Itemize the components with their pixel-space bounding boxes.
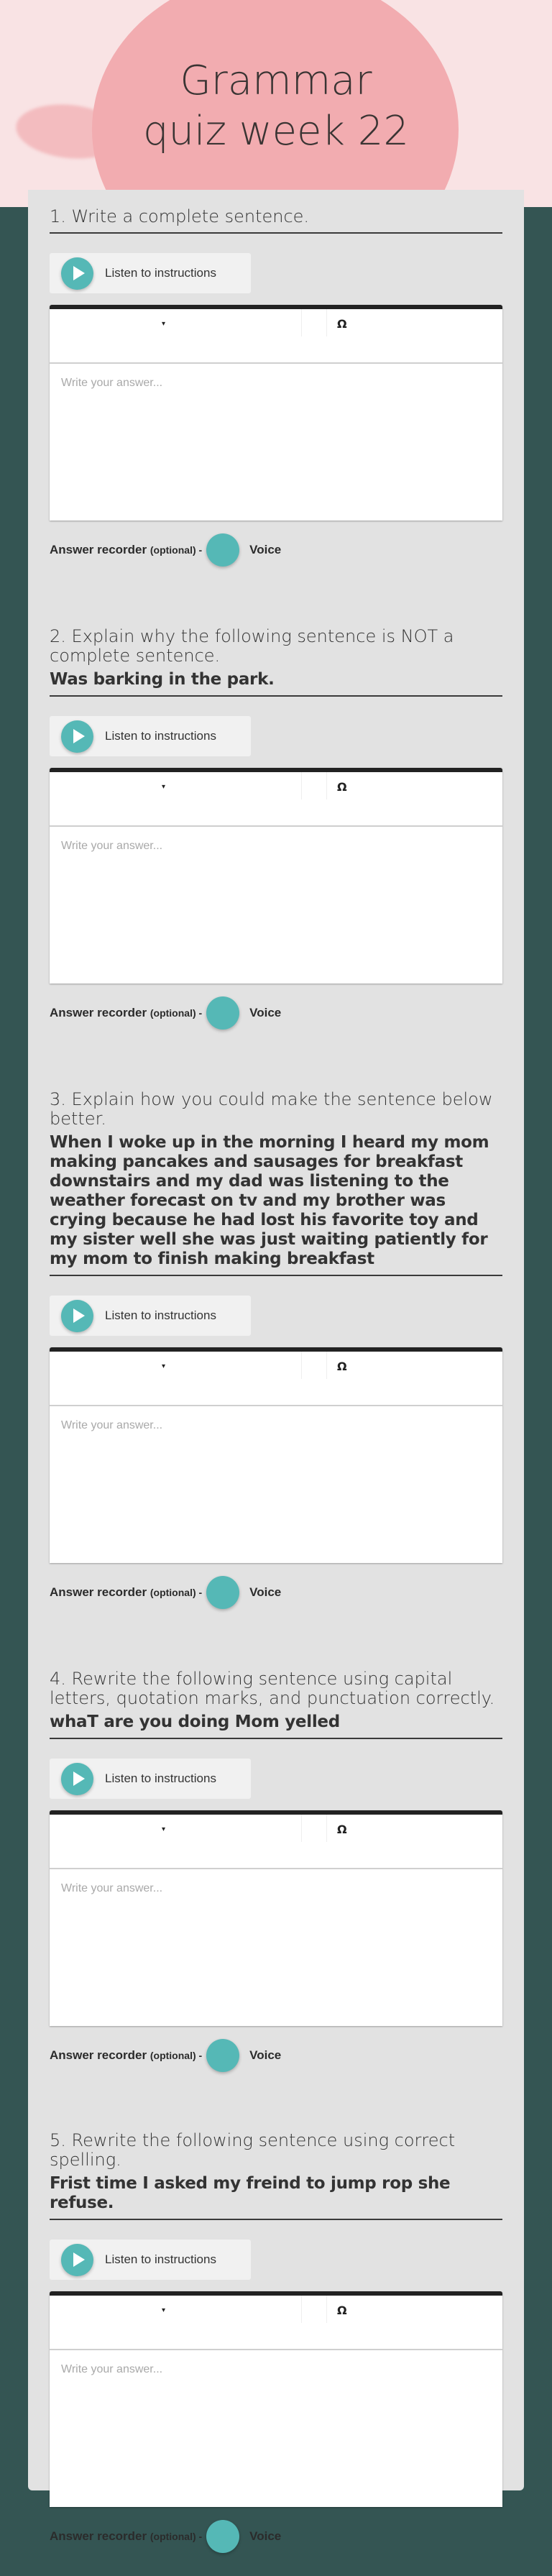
toolbar-separator xyxy=(326,1352,327,1379)
toolbar-separator xyxy=(301,2296,302,2323)
answer-editor xyxy=(50,305,502,521)
toolbar-separator xyxy=(326,772,327,799)
voice-label: Voice xyxy=(249,1585,282,1599)
special-character-icon[interactable]: Ω xyxy=(337,1360,347,1373)
voice-label: Voice xyxy=(249,2529,282,2543)
question-sentence: Was barking in the park. xyxy=(50,670,275,689)
toolbar-separator xyxy=(301,1815,302,1842)
question-5 xyxy=(50,2131,502,2553)
toolbar-separator xyxy=(326,309,327,336)
question-sentence: whaT are you doing Mom yelled xyxy=(50,1713,340,1731)
dropdown-caret-icon[interactable]: ▾ xyxy=(162,783,166,791)
listen-instructions-button[interactable] xyxy=(50,716,251,756)
divider xyxy=(50,695,502,697)
answer-editor xyxy=(50,1810,502,2026)
answer-editor xyxy=(50,2291,502,2507)
answer-input[interactable] xyxy=(50,364,502,521)
special-character-icon[interactable]: Ω xyxy=(337,2304,347,2317)
dropdown-caret-icon[interactable]: ▾ xyxy=(162,1825,166,1833)
special-character-icon[interactable]: Ω xyxy=(337,317,347,331)
answer-input[interactable] xyxy=(50,1869,502,2026)
divider xyxy=(50,1738,502,1739)
answer-recorder xyxy=(50,2520,502,2553)
recorder-label: Answer recorder (optional) - xyxy=(50,1585,203,1599)
listen-instructions-button[interactable] xyxy=(50,253,251,293)
special-character-icon[interactable]: Ω xyxy=(337,780,347,794)
divider xyxy=(50,1275,502,1276)
question-4 xyxy=(50,1669,502,2072)
toolbar-separator xyxy=(301,309,302,336)
listen-label: Listen to instructions xyxy=(105,729,216,743)
answer-editor xyxy=(50,1347,502,1563)
toolbar-separator xyxy=(326,1815,327,1842)
answer-editor xyxy=(50,768,502,984)
record-button[interactable] xyxy=(206,1576,239,1609)
play-icon xyxy=(61,1300,93,1332)
divider xyxy=(50,232,502,234)
answer-input[interactable] xyxy=(50,2350,502,2507)
voice-label: Voice xyxy=(249,543,282,556)
editor-toolbar xyxy=(50,772,502,827)
question-prompt: 4. Rewrite the following sentence using capital letters, quotation marks, and punctuation correctly. xyxy=(50,1669,495,1708)
voice-label: Voice xyxy=(249,2048,282,2062)
record-button[interactable] xyxy=(206,2520,239,2553)
question-1 xyxy=(50,207,502,567)
title-line-1: Grammar xyxy=(180,58,372,104)
page-title xyxy=(0,56,552,157)
toolbar-separator xyxy=(301,772,302,799)
question-2 xyxy=(50,627,502,1030)
question-prompt: 1. Write a complete sentence. xyxy=(50,206,310,226)
record-button[interactable] xyxy=(206,996,239,1030)
question-prompt: 5. Rewrite the following sentence using correct spelling. xyxy=(50,2130,456,2170)
answer-input[interactable] xyxy=(50,1406,502,1563)
toolbar-separator xyxy=(301,1352,302,1379)
play-icon xyxy=(61,1763,93,1795)
dropdown-caret-icon[interactable]: ▾ xyxy=(162,2306,166,2314)
question-prompt: 2. Explain why the following sentence is NOT a complete sentence. xyxy=(50,626,454,666)
listen-label: Listen to instructions xyxy=(105,1771,216,1785)
special-character-icon[interactable]: Ω xyxy=(337,1823,347,1836)
dropdown-caret-icon[interactable]: ▾ xyxy=(162,320,166,328)
play-icon xyxy=(61,720,93,753)
listen-label: Listen to instructions xyxy=(105,2252,216,2266)
answer-recorder xyxy=(50,996,502,1030)
quiz-card xyxy=(28,190,524,2543)
answer-recorder xyxy=(50,2039,502,2072)
answer-recorder xyxy=(50,1576,502,1609)
answer-input[interactable] xyxy=(50,827,502,984)
play-icon xyxy=(61,257,93,290)
listen-label: Listen to instructions xyxy=(105,1308,216,1322)
dropdown-caret-icon[interactable]: ▾ xyxy=(162,1362,166,1370)
toolbar-separator xyxy=(326,2296,327,2323)
header-banner xyxy=(0,0,552,207)
record-button[interactable] xyxy=(206,2039,239,2072)
question-sentence: Frist time I asked my freind to jump rop she refuse. xyxy=(50,2174,451,2212)
question-prompt: 3. Explain how you could make the sentence below better. xyxy=(50,1089,493,1129)
question-3 xyxy=(50,1090,502,1609)
editor-toolbar xyxy=(50,1815,502,1869)
voice-label: Voice xyxy=(249,1006,282,1019)
play-icon xyxy=(61,2244,93,2276)
answer-recorder xyxy=(50,533,502,567)
listen-instructions-button[interactable] xyxy=(50,1759,251,1799)
recorder-label: Answer recorder (optional) - xyxy=(50,1006,203,1019)
divider xyxy=(50,2219,502,2220)
recorder-label: Answer recorder (optional) - xyxy=(50,2048,203,2062)
question-sentence: When I woke up in the morning I heard my mom making pancakes and sausages for breakfast downstairs and my dad was listening to the weather forecast on tv and my brother was crying because he had lost his favorite toy and my sister well she was just waiting patiently for my mom to finish making breakfast xyxy=(50,1133,489,1268)
listen-instructions-button[interactable] xyxy=(50,1296,251,1336)
editor-toolbar xyxy=(50,2296,502,2350)
recorder-label: Answer recorder (optional) - xyxy=(50,2529,203,2543)
listen-label: Listen to instructions xyxy=(105,266,216,280)
editor-toolbar xyxy=(50,309,502,364)
record-button[interactable] xyxy=(206,533,239,567)
listen-instructions-button[interactable] xyxy=(50,2240,251,2280)
editor-toolbar xyxy=(50,1352,502,1406)
title-line-2: quiz week 22 xyxy=(143,108,409,155)
recorder-label: Answer recorder (optional) - xyxy=(50,543,203,556)
